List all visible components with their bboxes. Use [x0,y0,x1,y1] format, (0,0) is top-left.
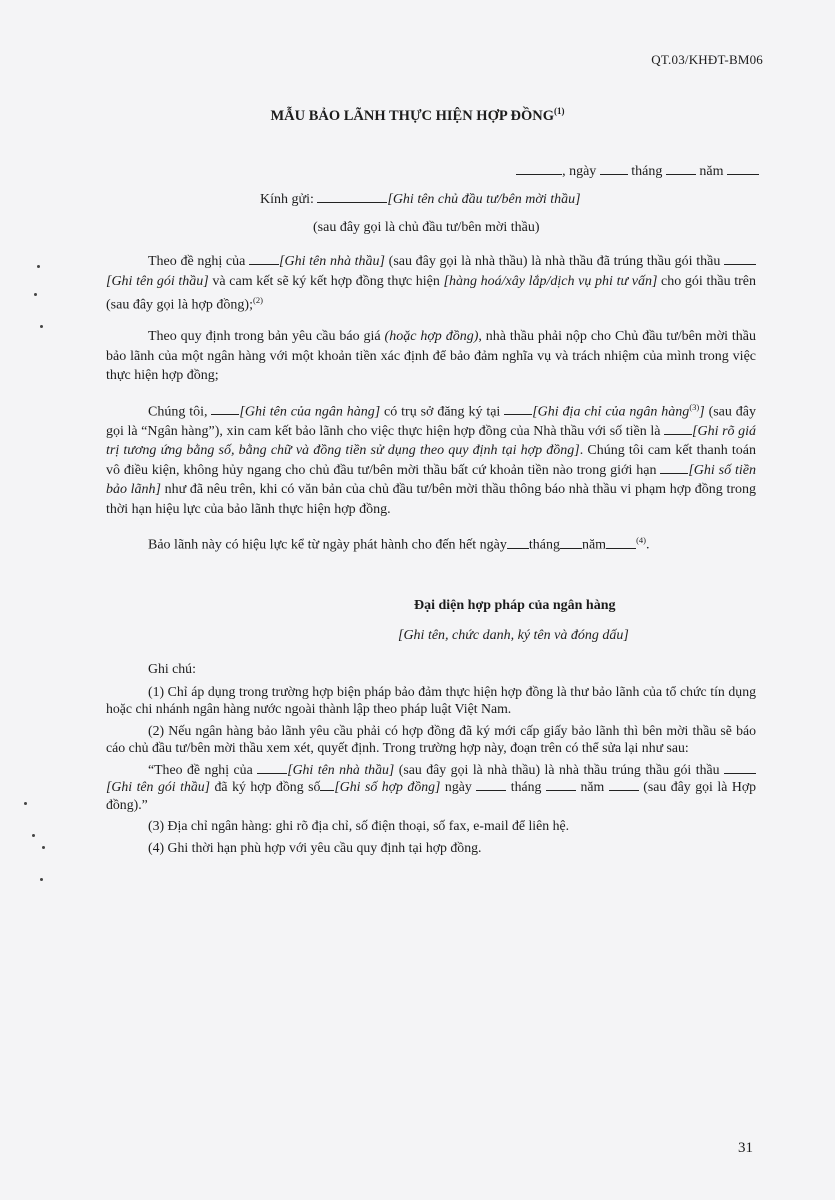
date-thang-label: tháng [631,164,663,179]
quote-blank-3 [320,778,334,791]
p2-text-c: , nhà thầu phải nộp cho Chủ đầu tư/bên mời thầu bảo lãnh của một ngân hàng với một khoản tiền xác định để bảo đảm nghĩa vụ và trách nhiệm của mình trong việc thực hiện hợp đồng; [106,329,756,384]
quote-text-c: (sau đây gọi là nhà thầu) là nhà thầu trúng thầu gói thầu [394,761,724,777]
p3-text-a: Chúng tôi, [148,404,212,420]
quote-placeholder-package: [Ghi tên gói thầu] [106,779,211,794]
day-blank [600,162,628,175]
p3-note-ref: (3) [689,401,700,412]
year-blank [727,162,759,175]
scan-speck [37,265,40,268]
salutation-label: Kính gửi: [260,192,314,207]
p1-text-g: cho gói thầu trên (sau đây gọi là hợp đồng); [106,273,756,313]
scan-speck [24,802,27,805]
quote-blank-month [546,778,576,791]
quote-ngay: ngày [440,779,477,794]
quote-text-j: (sau đây gọi là Hợp đồng).” [106,779,757,812]
p1-placeholder-package: [Ghi tên gói thầu] [106,273,209,289]
note-2-quote [106,761,756,814]
p1-blank-1 [249,252,279,265]
p3-placeholder-bank: [Ghi tên của ngân hàng] [239,404,381,420]
p1-text-c: (sau đây gọi là nhà thầu) là nhà thầu đã trúng thầu gói thầu [384,254,725,269]
salutation-line [260,190,581,208]
quote-blank-2 [724,761,756,774]
quote-blank-day [476,778,506,791]
place-blank [516,162,562,175]
scan-speck [42,846,45,849]
p3-blank-2 [504,402,532,415]
quote-blank-year [609,778,639,791]
quote-blank-1 [257,761,287,774]
month-blank [666,162,696,175]
note-2: (2) Nếu ngân hàng bảo lãnh yêu cầu phải có hợp đồng đã ký mới cấp giấy bảo lãnh thì bên mời thầu sẽ báo cáo chủ đầu tư/bên mời thầu xem xét, quyết định. Trong trường hợp này, đoạn trên có thể sửa lại như sau: [106,722,756,755]
p4-nam: năm [581,537,607,553]
p3-placeholder-address: [Ghi địa chỉ của ngân hàng [532,404,690,420]
quote-placeholder-contract-no: [Ghi số hợp đồng] [334,779,441,794]
title-text: MẪU BẢO LÃNH THỰC HIỆN HỢP ĐỒNG [270,107,555,124]
p4-blank-year [606,536,636,549]
quote-placeholder-contractor: [Ghi tên nhà thầu] [287,761,395,777]
p4-thang: tháng [528,537,560,553]
date-nam-label: năm [699,164,724,179]
notes-heading: Ghi chú: [148,661,196,676]
note-3: (3) Địa chỉ ngân hàng: ghi rõ địa chỉ, số điện thoại, số fax, e-mail để liên hệ. [148,818,570,833]
p4-end: . [646,537,650,553]
title-note-ref: (1) [554,106,565,116]
p4-note-ref: (4) [636,535,646,546]
p4-text-a: Bảo lãnh này có hiệu lực kể từ ngày phát hành cho đến hết ngày [148,537,507,553]
salutation-blank [317,190,387,203]
quote-nam: năm [575,779,609,794]
salutation-sub: (sau đây gọi là chủ đầu tư/bên mời thầu) [313,220,540,235]
scan-speck [32,834,35,837]
paragraph-4 [106,531,756,555]
p1-note-ref: (2) [253,295,263,305]
note-4: (4) Ghi thời hạn phù hợp với yêu cầu quy định tại hợp đồng. [148,839,482,855]
p3-blank-4 [660,461,688,474]
scan-speck [34,293,37,296]
notes-section [106,660,756,856]
p3-text-j: như đã nêu trên, khi có văn bản của chủ đầu tư/bên mời thầu thông báo nhà thầu vi phạm hợp đồng trong thời hạn hiệu lực của bảo lãnh thực hiện hợp đồng. [106,482,756,517]
scan-speck [40,325,43,328]
date-ngay-label: , ngày [562,164,597,179]
p2-text-a: Theo quy định trong bản yêu cầu báo giá [148,329,385,345]
signature-sub: [Ghi tên, chức danh, ký tên và đóng dấu] [398,628,629,643]
p1-blank-2 [724,252,756,265]
p3-blank-1 [211,402,239,415]
p3-text-c: có trụ sở đăng ký tại [380,404,505,420]
p1-placeholder-contractor: [Ghi tên nhà thầu] [279,254,385,269]
p3-placeholder-guarantee: [Ghi số tiền bảo lãnh] [106,462,756,498]
p1-text-a: Theo đề nghị của [148,254,250,269]
date-line [516,162,759,180]
quote-thang: tháng [506,779,546,794]
signature-title: Đại diện hợp pháp của ngân hàng [414,598,616,613]
p3-bracket: ] [699,404,705,420]
p3-text-f: (sau đây gọi là “Ngân hàng”), xin cam kết bảo lãnh cho việc thực hiện hợp đồng của Nhà thầu với số tiền là [106,404,757,439]
page-number: 31 [738,1140,753,1156]
scan-speck [40,878,43,881]
p3-blank-3 [664,422,692,435]
quote-text-a: “Theo đề nghị của [148,761,258,777]
p2-italic: (hoặc hợp đồng) [384,329,479,345]
salutation-placeholder: [Ghi tên chủ đầu tư/bên mời thầu] [387,192,581,207]
quote-text-e: đã ký hợp đồng số [210,779,321,794]
page-title [0,106,835,125]
p1-placeholder-type: [hàng hoá/xây lắp/dịch vụ phi tư vấn] [443,273,658,289]
note-1: (1) Chỉ áp dụng trong trường hợp biện pháp bảo đảm thực hiện hợp đồng là thư bảo lãnh của tổ chức tín dụng hoặc chi nhánh ngân hàng nước ngoài thành lập theo pháp luật Việt Nam. [106,683,756,716]
paragraph-2 [106,327,756,386]
form-code: QT.03/KHĐT-BM06 [651,52,763,67]
p4-blank-day [507,536,529,549]
paragraph-1 [106,252,756,315]
p3-text-h: . Chúng tôi cam kết thanh toán vô điều kiện, không hủy ngang cho chủ đầu tư/bên mời thầu bất cứ khoản tiền nào trong giới hạn [106,443,756,478]
p3-placeholder-amount: [Ghi rõ giá trị tương ứng bằng số, bằng chữ và đồng tiền sử dụng theo quy định tại hợp đồng] [106,423,757,459]
paragraph-3 [106,398,756,520]
letter-body [106,252,756,555]
p4-blank-month [560,536,582,549]
p1-text-e: và cam kết sẽ ký kết hợp đồng thực hiện [208,273,444,289]
